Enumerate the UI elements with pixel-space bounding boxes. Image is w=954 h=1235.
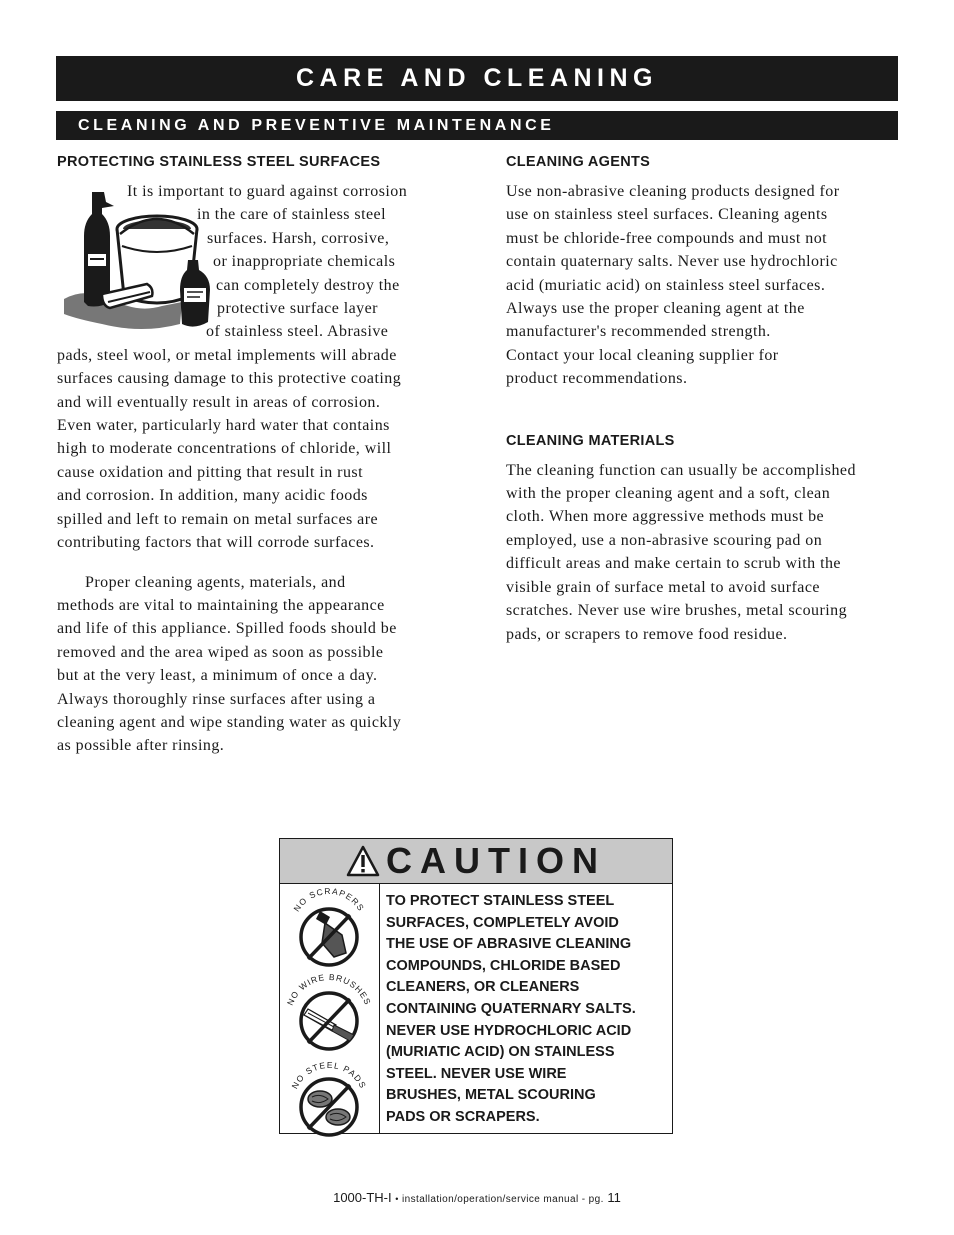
footer-manual-label: installation/operation/service manual - pg. xyxy=(402,1194,604,1205)
caution-message: TO PROTECT STAINLESS STEEL SURFACES, COMPLETELY AVOID THE USE OF ABRASIVE CLEANING COMPOUNDS, CHLORIDE BASED CLEANERS, OR CLEANERS CONTAINING QUATERNARY SALTS. NEVER USE HYDROCHLORIC ACID (MURIATIC ACID) ON STAINLESS STEEL. NEVER USE WIRE BRUSHES, METAL SCOURING PADS OR SCRAPERS. xyxy=(386,893,636,1125)
svg-text:NO SCRAPERS: NO SCRAPERS xyxy=(291,885,367,914)
footer-doc-number: 1000-TH-I xyxy=(333,1190,392,1205)
no-scrapers-icon xyxy=(280,885,378,969)
cleaning-materials-heading: CLEANING MATERIALS xyxy=(506,432,675,449)
caution-icons-column xyxy=(280,883,380,1133)
left-column xyxy=(57,152,452,758)
cleaning-supplies-illustration xyxy=(62,184,212,334)
cleaning-agents-paragraph: Use non-abrasive cleaning products designed for use on stainless steel surfaces. Cleaning agents must be chloride-free compounds and must not contain quaternary salts. Never use hydrochloric acid (muriatic acid) on stainless steel surfaces. Always use the proper cleaning agent at the manufacturer's recommended strength. Contact your local cleaning supplier for product recommendations. xyxy=(506,183,840,388)
section-heading: CLEANING AND PREVENTIVE MAINTENANCE xyxy=(56,111,898,140)
warning-triangle-icon xyxy=(346,845,380,877)
caution-title: CAUTION xyxy=(386,840,606,881)
caution-header xyxy=(280,839,672,884)
no-steel-pads-icon xyxy=(280,1055,378,1139)
protecting-heading: PROTECTING STAINLESS STEEL SURFACES xyxy=(57,154,381,170)
cleaning-agents-heading: CLEANING AGENTS xyxy=(506,154,651,170)
no-wire-brushes-icon xyxy=(280,969,378,1053)
caution-box xyxy=(279,838,673,1134)
cleaning-materials-paragraph: The cleaning function can usually be accomplished with the proper cleaning agent and a soft, clean cloth. When more aggressive methods must be employed, use a non-abrasive scouring pad on difficult areas and make certain to scrub with the visible grain of surface metal to avoid surface scratches. Never use wire brushes, metal scouring pads, or scrapers to remove food residue. xyxy=(506,461,856,643)
footer-page-number: 11 xyxy=(607,1190,621,1205)
page-title: CARE AND CLEANING xyxy=(56,56,898,101)
right-column xyxy=(506,152,906,646)
footer-bullet: • xyxy=(395,1194,399,1204)
svg-text:NO WIRE BRUSHES: NO WIRE BRUSHES xyxy=(284,971,374,1007)
protecting-paragraph-2: Proper cleaning agents, materials, and methods are vital to maintaining the appearance and life of this appliance. Spilled foods should be removed and the area wiped as soon as possible but at the very least, a minimum of once a day. Always thoroughly rinse surfaces after using a cleaning agent and wipe standing water as quickly as possible after rinsing. xyxy=(57,573,402,755)
page-footer xyxy=(0,1190,954,1205)
protecting-paragraph-1: It is important to guard against corrosion in the care of stainless steel surfaces. Harsh, corrosive, or inappropriate chemicals can completely destroy the protective surface layer of stainless steel. Abrasive pads, steel wool, or metal implements will abrade surfaces causing damage to this protective coating and will eventually result in areas of corrosion. Even water, particularly hard water that contains high to moderate concentrations of chloride, will cause oxidation and pitting that result in rust and corrosion. In addition, many acidic foods spilled and left to remain on metal surfaces are contributing factors that will corrode surfaces. xyxy=(57,183,408,552)
svg-text:NO STEEL PADS: NO STEEL PADS xyxy=(289,1059,369,1091)
